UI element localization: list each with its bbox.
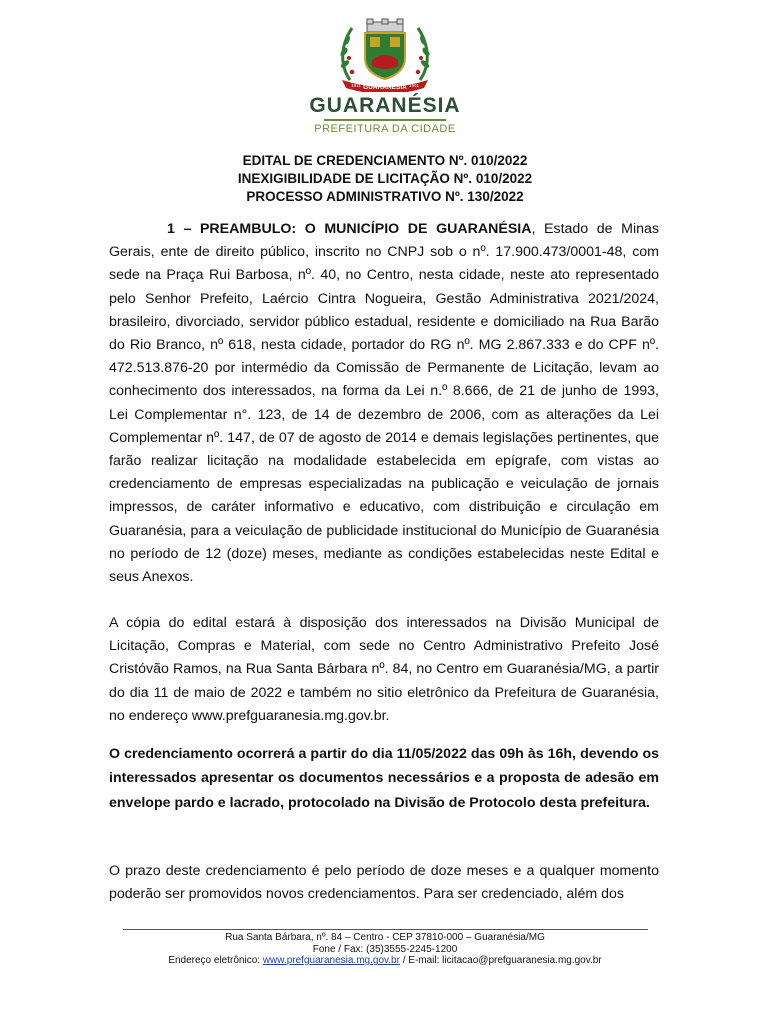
preamble-text: , Estado de Minas Gerais, ente de direito público, inscrito no CNPJ sob o nº. 17.900.473/0001-48, com sede na Praça Rui Barbosa, nº. 40, no Centro, nesta cidade, neste ato representado pelo Senhor Prefeito, Laércio Cintra Nogueira, Gestão Administrativa 2021/2024, brasileiro, divorciado, servidor público estadual, residente e domiciliado na Rua Barão do Rio Branco, nº 618, nesta cidade, portador do RG nº. MG 2.867.333 e do CPF nº. 472.513.876-20 por intermédio da Comissão de Permanente de Licitação, levam ao conhecimento dos interessados, na forma da Lei n.º 8.666, de 21 de junho de 1993, Lei Complementar n°. 123, de 14 de dezembro de 2006, com as alterações da Lei Complementar nº. 147, de 07 de agosto de 2014 e demais legislações pertinentes, que farão realizar licitação na modalidade estabelecida em epígrafe, com vistas ao credenciamento de empresas especializadas na publicação e veiculação de jornais impressos, de caráter informativo e educativo, com distribuição e circulação em Guaranésia, para a veiculação de publicidade institucional do Município de Guaranésia no período de 12 (doze) meses, mediante as condições estabelecidas neste Edital e seus Anexos. <box>109 221 659 586</box>
credenciamento-period-paragraph: O prazo deste credenciamento é pelo período de doze meses e a qualquer momento poderão ser promovidos novos credenciamentos. Para ser credenciado, além dos <box>109 863 659 903</box>
processo-title: PROCESSO ADMINISTRATIVO Nº. 130/2022 <box>246 189 524 204</box>
footer-website-link[interactable]: www.prefguaranesia.mg.gov.br <box>262 955 400 966</box>
municipal-coat-of-arms-icon <box>332 18 438 92</box>
preamble-heading: 1 – PREAMBULO: O MUNICÍPIO DE GUARANÉSIA <box>167 221 532 237</box>
footer-phone: Fone / Fax: (35)3555-2245-1200 <box>312 943 458 955</box>
brand-divider <box>324 119 446 121</box>
footer-website-label: Endereço eletrônico: <box>168 955 263 966</box>
page-footer <box>0 929 770 967</box>
footer-separator: / <box>399 955 409 966</box>
city-hall-subtitle: PREFEITURA DA CIDADE <box>314 123 456 135</box>
letterhead <box>0 18 770 136</box>
crest-year-right: 1901 <box>408 83 420 88</box>
crest-year-left: 1911 <box>351 83 361 88</box>
inexigibilidade-title: INEXIGIBILIDADE DE LICITAÇÃO Nº. 010/2022 <box>237 171 533 186</box>
preamble-paragraph <box>109 218 659 589</box>
footer-email: E-mail: licitacao@prefguaranesia.mg.gov.br <box>408 955 602 966</box>
city-brand-name: GUARANÉSIA <box>309 94 461 117</box>
document-titles <box>0 152 770 206</box>
footer-contact-line <box>0 955 770 967</box>
edital-availability-paragraph: A cópia do edital estará à disposição dos interessados na Divisão Municipal de Licitação, Compras e Material, com sede no Centro Administrativo Prefeito José Cristóvão Ramos, na Rua Santa Bárbara nº. 84, no Centro em Guaranésia/MG, a partir do dia 11 de maio de 2022 e também no sitio eletrônico da Prefeitura de Guaranésia, no endereço www.prefguaranesia.mg.gov.br. <box>109 615 659 724</box>
crest-ribbon-text: GUARANÉSIA <box>363 84 407 91</box>
footer-divider <box>123 929 648 930</box>
credenciamento-schedule-paragraph: O credenciamento ocorrerá a partir do dia 11/05/2022 das 09h às 16h, devendo os interessados apresentar os documentos necessários e a proposta de adesão em envelope pardo e lacrado, protocolado na Divisão de Protocolo desta prefeitura. <box>109 746 659 811</box>
footer-address: Rua Santa Bárbara, nº. 84 – Centro - CEP 37810-000 – Guaranésia/MG <box>225 932 545 943</box>
edital-title: EDITAL DE CREDENCIAMENTO Nº. 010/2022 <box>242 153 528 168</box>
